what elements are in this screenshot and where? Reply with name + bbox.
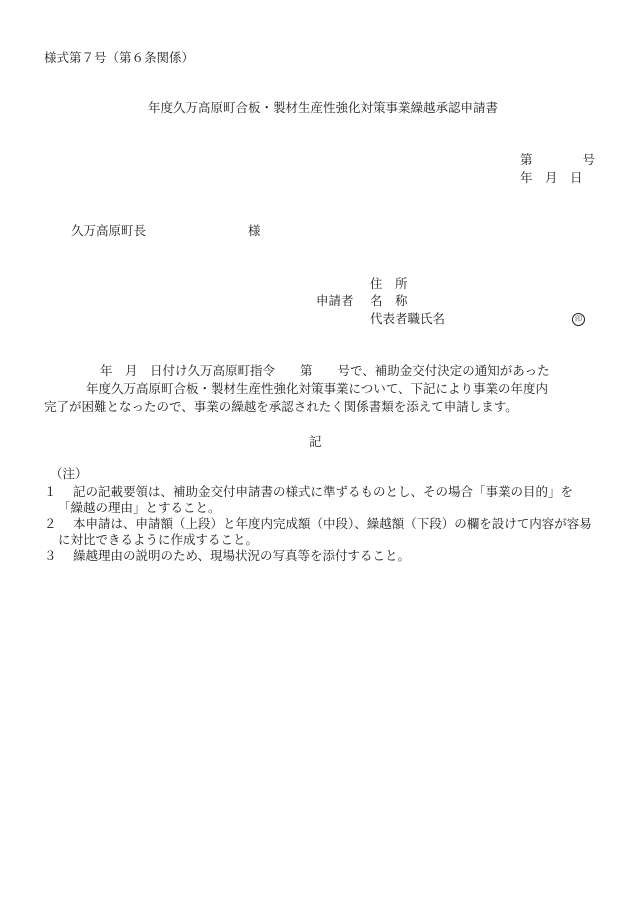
form-number: 様式第７号（第６条関係） <box>44 50 195 65</box>
document-number: 第 号 <box>520 152 596 167</box>
document-title: 年度久万高原町合板・製材生産性強化対策事業繰越承認申請書 <box>148 100 499 115</box>
addressee-honorific: 様 <box>248 223 261 238</box>
note-item-1: １ 記の記載要領は、補助金交付申請書の様式に準ずるものとし、その場合「事業の目的」を <box>44 484 573 499</box>
ki-heading: 記 <box>309 434 322 449</box>
note-item-2: ２ 本申請は、申請額（上段）と年度内完成額（中段）、繰越額（下段）の欄を設けて内容が容易 <box>44 516 592 531</box>
applicant-name-label: 名 称 <box>370 293 408 308</box>
note-item-3: ３ 繰越理由の説明のため、現場状況の写真等を添付すること。 <box>44 548 410 563</box>
note-item-1-continuation: 「繰越の理由」とすること。 <box>58 500 221 515</box>
document-date: 年 月 日 <box>520 170 583 185</box>
body-text-line: 完了が困難となったので、事業の繰越を承認されたく関係書類を添えて申請します。 <box>44 399 518 414</box>
body-text-line: 年度久万高原町合板・製材生産性強化対策事業について、下記により事業の年度内 <box>86 381 549 396</box>
note-item-2-continuation: に対比できるように作成すること。 <box>58 532 259 547</box>
applicant-label: 申請者 <box>316 293 354 308</box>
notes-heading: （注） <box>50 466 88 481</box>
applicant-representative-label: 代表者職氏名 <box>370 311 446 326</box>
applicant-address-label: 住 所 <box>370 276 408 291</box>
body-text-line: 年 月 日付け久万高原町指令 第 号で、補助金交付決定の通知があった <box>100 363 550 378</box>
addressee-name: 久万高原町長 <box>71 223 147 238</box>
seal-mark-icon: 印 <box>572 313 585 326</box>
